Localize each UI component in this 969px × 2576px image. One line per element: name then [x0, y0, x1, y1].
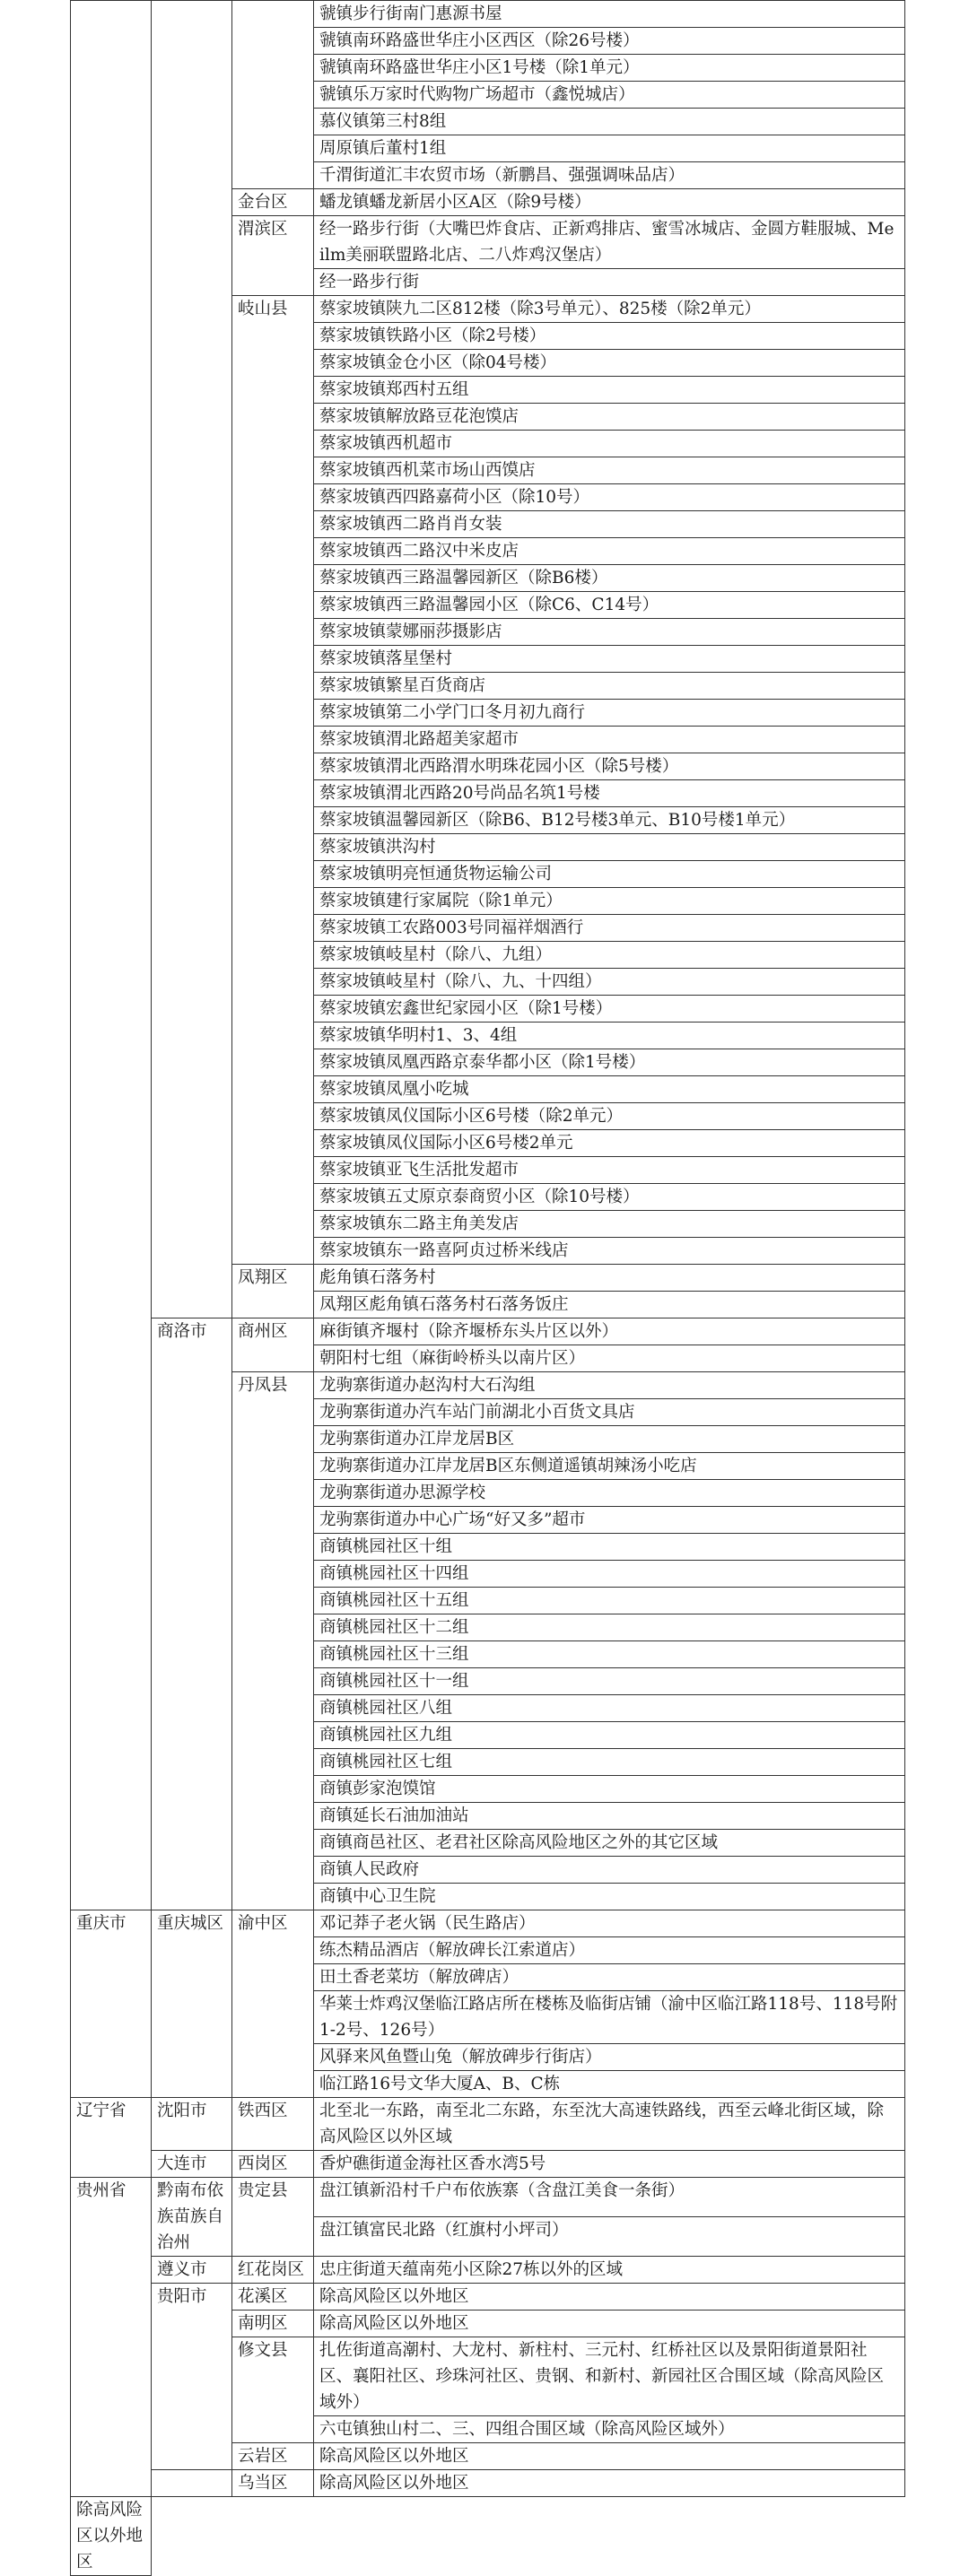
city-cell	[152, 2470, 232, 2497]
district-cell	[232, 1, 314, 189]
district-cell: 渝中区	[232, 1910, 314, 2098]
area-cell: 商镇桃园社区八组	[314, 1695, 905, 1722]
area-cell: 虢镇南环路盛世华庄小区西区（除26号楼）	[314, 28, 905, 55]
area-cell: 蔡家坡镇西三路温馨园小区（除C6、C14号）	[314, 592, 905, 619]
table-body	[71, 1, 905, 2576]
area-cell: 千渭街道汇丰农贸市场（新鹏昌、强强调味品店）	[314, 162, 905, 189]
area-cell: 蔡家坡镇繁星百货商店	[314, 673, 905, 700]
area-cell: 商镇桃园社区十一组	[314, 1668, 905, 1695]
area-cell: 商镇桃园社区九组	[314, 1722, 905, 1749]
city-cell: 贵阳市	[152, 2284, 232, 2470]
area-cell: 慕仪镇第三村8组	[314, 109, 905, 135]
area-cell: 忠庄街道天蕴南苑小区除27栋以外的区域	[314, 2257, 905, 2284]
province-cell: 辽宁省	[71, 2098, 152, 2178]
area-cell: 龙驹寨街道办汽车站门前湖北小百货文具店	[314, 1399, 905, 1426]
area-cell: 蔡家坡镇渭北路超美家超市	[314, 727, 905, 753]
table-row	[71, 2098, 905, 2151]
area-cell: 蔡家坡镇东二路主角美发店	[314, 1211, 905, 1238]
area-cell: 商镇桃园社区十组	[314, 1534, 905, 1561]
city-cell	[152, 1, 232, 1318]
area-cell: 扎佐街道高潮村、大龙村、新柱村、三元村、红桥社区以及景阳街道景阳社区、襄阳社区、珍珠河社区、贵钢、和新村、新园社区合围区域（除高风险区域外）	[314, 2337, 905, 2416]
area-cell: 蔡家坡镇西三路温馨园新区（除B6楼）	[314, 565, 905, 592]
area-cell: 练杰精品酒店（解放碑长江索道店）	[314, 1937, 905, 1964]
area-cell: 蔡家坡镇西四路嘉荷小区（除10号）	[314, 484, 905, 511]
area-cell: 邓记莽子老火锅（民生路店）	[314, 1910, 905, 1937]
risk-area-table	[70, 0, 905, 2576]
area-cell: 商镇桃园社区十二组	[314, 1614, 905, 1641]
area-cell: 商镇彭家泡馍馆	[314, 1776, 905, 1803]
area-cell: 虢镇步行街南门惠源书屋	[314, 1, 905, 28]
area-cell: 蔡家坡镇渭北西路渭水明珠花园小区（除5号楼）	[314, 753, 905, 780]
district-cell: 凤翔区	[232, 1265, 314, 1318]
area-cell: 除高风险区以外地区	[314, 2470, 905, 2497]
area-cell: 蔡家坡镇落星堡村	[314, 646, 905, 673]
province-cell	[71, 1, 152, 1910]
area-cell: 商镇桃园社区七组	[314, 1749, 905, 1776]
area-cell: 蔡家坡镇西机菜市场山西馍店	[314, 457, 905, 484]
area-cell: 蔡家坡镇亚飞生活批发超市	[314, 1157, 905, 1184]
area-cell: 商镇商邑社区、老君社区除高风险地区之外的其它区域	[314, 1830, 905, 1857]
table-row	[71, 2257, 905, 2284]
district-cell: 南明区	[232, 2311, 314, 2337]
area-cell: 蟠龙镇蟠龙新居小区A区（除9号楼）	[314, 189, 905, 216]
area-cell: 临江路16号文华大厦A、B、C栋	[314, 2071, 905, 2098]
table-row	[71, 2178, 905, 2217]
area-cell: 蔡家坡镇蒙娜丽莎摄影店	[314, 619, 905, 646]
district-cell: 红花岗区	[232, 2257, 314, 2284]
area-cell: 蔡家坡镇郑西村五组	[314, 377, 905, 404]
province-cell: 重庆市	[71, 1910, 152, 2098]
area-cell: 蔡家坡镇凤凰小吃城	[314, 1076, 905, 1103]
district-cell: 花溪区	[232, 2284, 314, 2311]
area-cell: 朝阳村七组（麻街岭桥头以南片区）	[314, 1345, 905, 1372]
area-cell: 除高风险区以外地区	[71, 2497, 152, 2576]
area-cell: 经一路步行街	[314, 269, 905, 296]
area-cell: 蔡家坡镇工农路003号同福祥烟酒行	[314, 915, 905, 942]
area-cell: 龙驹寨街道办赵沟村大石沟组	[314, 1372, 905, 1399]
city-cell: 遵义市	[152, 2257, 232, 2284]
area-cell: 盘江镇富民北路（红旗村小坪司）	[314, 2217, 905, 2257]
district-cell: 金台区	[232, 189, 314, 216]
area-cell: 蔡家坡镇凤仪国际小区6号楼（除2单元）	[314, 1103, 905, 1130]
area-cell: 蔡家坡镇温馨园新区（除B6、B12号楼3单元、B10号楼1单元）	[314, 807, 905, 834]
area-cell: 虢镇南环路盛世华庄小区1号楼（除1单元）	[314, 55, 905, 82]
district-cell: 贵定县	[232, 2178, 314, 2257]
district-cell: 丹凤县	[232, 1372, 314, 1910]
city-cell: 重庆城区	[152, 1910, 232, 2098]
area-cell: 蔡家坡镇西二路汉中米皮店	[314, 538, 905, 565]
area-cell: 蔡家坡镇凤仪国际小区6号楼2单元	[314, 1130, 905, 1157]
area-cell: 蔡家坡镇五丈原京泰商贸小区（除10号楼）	[314, 1184, 905, 1211]
table-row	[71, 1, 905, 28]
area-cell: 商镇桃园社区十三组	[314, 1641, 905, 1668]
district-cell: 铁西区	[232, 2098, 314, 2151]
area-cell: 龙驹寨街道办江岸龙居B区东侧道遥镇胡辣汤小吃店	[314, 1453, 905, 1480]
area-cell: 除高风险区以外地区	[314, 2443, 905, 2470]
area-cell: 商镇人民政府	[314, 1857, 905, 1884]
area-cell: 商镇桃园社区十五组	[314, 1588, 905, 1614]
district-cell: 岐山县	[232, 296, 314, 1265]
area-cell: 龙驹寨街道办中心广场“好又多”超市	[314, 1507, 905, 1534]
area-cell: 蔡家坡镇陕九二区812楼（除3号单元）、825楼（除2单元）	[314, 296, 905, 323]
area-cell: 香炉礁街道金海社区香水湾5号	[314, 2151, 905, 2178]
table-row	[71, 2470, 905, 2497]
table-row	[71, 1910, 905, 1937]
area-cell: 蔡家坡镇建行家属院（除1单元）	[314, 888, 905, 915]
area-cell: 蔡家坡镇铁路小区（除2号楼）	[314, 323, 905, 350]
area-cell: 经一路步行街（大嘴巴炸食店、正新鸡排店、蜜雪冰城店、金圆方鞋服城、Meilm美丽联盟路北店、二八炸鸡汉堡店）	[314, 216, 905, 269]
area-cell: 蔡家坡镇岐星村（除八、九、十四组）	[314, 969, 905, 996]
city-cell: 商洛市	[152, 1318, 232, 1910]
district-cell: 西岗区	[232, 2151, 314, 2178]
area-cell: 蔡家坡镇第二小学门口冬月初九商行	[314, 700, 905, 727]
area-cell: 蔡家坡镇金仓小区（除04号楼）	[314, 350, 905, 377]
area-cell: 周原镇后董村1组	[314, 135, 905, 162]
area-cell: 虢镇乐万家时代购物广场超市（鑫悦城店）	[314, 82, 905, 109]
area-cell: 蔡家坡镇西二路肖肖女装	[314, 511, 905, 538]
city-cell: 沈阳市	[152, 2098, 232, 2151]
district-cell: 乌当区	[232, 2470, 314, 2497]
area-cell: 蔡家坡镇西机超市	[314, 431, 905, 457]
table-row	[71, 1318, 905, 1345]
area-cell: 除高风险区以外地区	[314, 2311, 905, 2337]
table-row	[71, 2284, 905, 2311]
province-cell: 贵州省	[71, 2178, 152, 2497]
area-cell: 蔡家坡镇洪沟村	[314, 834, 905, 861]
area-cell: 盘江镇新沿村千户布依族寨（含盘江美食一条街）	[314, 2178, 905, 2217]
area-cell: 蔡家坡镇明亮恒通货物运输公司	[314, 861, 905, 888]
area-cell: 北至北一东路，南至北二东路，东至沈大高速铁路线，西至云峰北街区域，除高风险区以外区域	[314, 2098, 905, 2151]
area-cell: 彪角镇石落务村	[314, 1265, 905, 1292]
area-cell: 除高风险区以外地区	[314, 2284, 905, 2311]
district-cell: 云岩区	[232, 2443, 314, 2470]
area-cell: 风驿来风鱼暨山兔（解放碑步行街店）	[314, 2044, 905, 2071]
district-cell: 修文县	[232, 2337, 314, 2443]
area-cell: 蔡家坡镇凤凰西路京泰华都小区（除1号楼）	[314, 1049, 905, 1076]
area-cell: 六屯镇独山村二、三、四组合围区域（除高风险区域外）	[314, 2416, 905, 2443]
area-cell: 蔡家坡镇岐星村（除八、九组）	[314, 942, 905, 969]
area-cell: 蔡家坡镇解放路豆花泡馍店	[314, 404, 905, 431]
area-cell: 蔡家坡镇华明村1、3、4组	[314, 1023, 905, 1049]
area-cell: 商镇桃园社区十四组	[314, 1561, 905, 1588]
city-cell: 黔南布依族苗族自治州	[152, 2178, 232, 2257]
area-cell: 田土香老菜坊（解放碑店）	[314, 1964, 905, 1991]
district-cell: 渭滨区	[232, 216, 314, 296]
area-cell: 龙驹寨街道办江岸龙居B区	[314, 1426, 905, 1453]
area-cell: 蔡家坡镇宏鑫世纪家园小区（除1号楼）	[314, 996, 905, 1023]
area-cell: 龙驹寨街道办思源学校	[314, 1480, 905, 1507]
table-row	[71, 2151, 905, 2178]
city-cell: 大连市	[152, 2151, 232, 2178]
area-cell: 商镇中心卫生院	[314, 1884, 905, 1910]
area-cell: 华莱士炸鸡汉堡临江路店所在楼栋及临街店铺（渝中区临江路118号、118号附1-2号、126号）	[314, 1991, 905, 2044]
area-cell: 蔡家坡镇东一路喜阿贞过桥米线店	[314, 1238, 905, 1265]
area-cell: 商镇延长石油加油站	[314, 1803, 905, 1830]
area-cell: 凤翔区彪角镇石落务村石落务饭庄	[314, 1292, 905, 1318]
district-cell: 商州区	[232, 1318, 314, 1372]
area-cell: 蔡家坡镇渭北西路20号尚品名筑1号楼	[314, 780, 905, 807]
area-cell: 麻街镇齐堰村（除齐堰桥东头片区以外）	[314, 1318, 905, 1345]
